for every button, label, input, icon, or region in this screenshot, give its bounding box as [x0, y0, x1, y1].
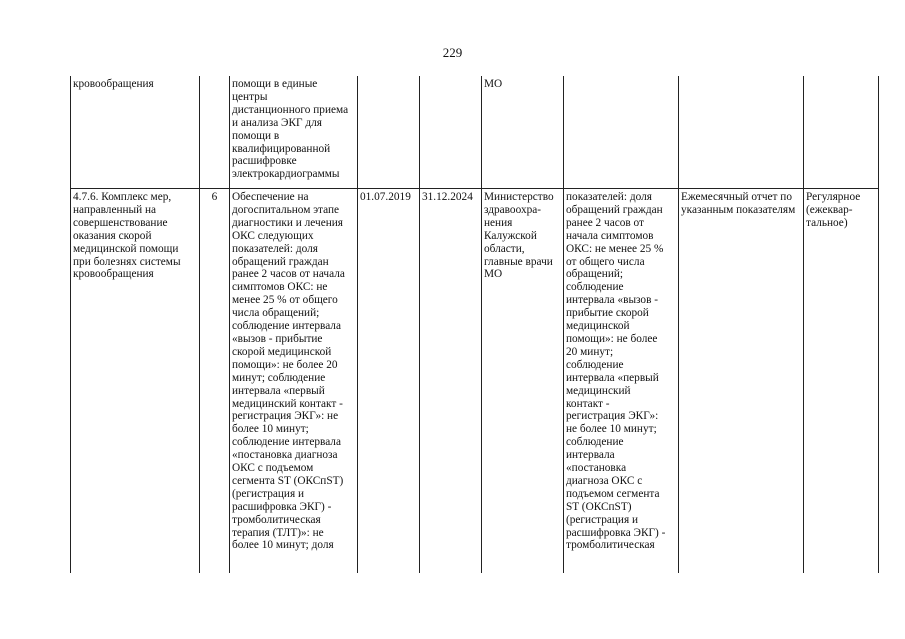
- control-cell: [679, 76, 804, 189]
- control-cell: Ежемесячный отчет по указанным показателям: [679, 189, 804, 574]
- end-date-cell: [420, 76, 482, 189]
- indicators-cell: [564, 76, 679, 189]
- measure-name-cell: кровообращения: [71, 76, 200, 189]
- indicators-cell: показателей: доля обращений граждан ранее 2 часов от начала симптомов ОКС: не менее 25 % от общего числа обращений; соблюдение интервала «вызов - прибытие скорой медицинской помощи»: не более 20 минут; соблюдение интервала «первый медицинский контакт - регистрация ЭКГ»: не более 10 минут; соблюдение интервала «постановка диагноза ОКС с подъемом сегмента ST (ОКСпST) (регистрация и расшифровка ЭКГ) - тромболитическая: [564, 189, 679, 574]
- description-cell: помощи в единые центры дистанционного приема и анализа ЭКГ для помощи в квалифицированной расшифровке электрокардиограммы: [230, 76, 358, 189]
- responsible-cell: Министерство здравоохра- нения Калужской области, главные врачи МО: [482, 189, 564, 574]
- start-date-cell: 01.07.2019: [358, 189, 420, 574]
- measure-name-cell: 4.7.6. Комплекс мер, направленный на совершенствование оказания скорой медицинской помощи при болезнях системы кровообращения: [71, 189, 200, 574]
- start-date-cell: [358, 76, 420, 189]
- frequency-cell: Регулярное (ежеквар- тальное): [804, 189, 879, 574]
- page-number: 229: [442, 45, 463, 60]
- table-row: [71, 76, 879, 189]
- number-cell: 6: [200, 189, 230, 574]
- table-row: [71, 189, 879, 574]
- number-cell: [200, 76, 230, 189]
- measures-table: [70, 76, 879, 573]
- frequency-cell: [804, 76, 879, 189]
- end-date-cell: 31.12.2024: [420, 189, 482, 574]
- description-cell: Обеспечение на догоспитальном этапе диагностики и лечения ОКС следующих показателей: доля обращений граждан ранее 2 часов от начала симптомов ОКС: не менее 25 % от общего числа обращений; соблюдение интервала «вызов - прибытие скорой медицинской помощи»: не более 20 минут; соблюдение интервала «первый медицинский контакт - регистрация ЭКГ»: не более 10 минут; соблюдение интервала «постановка диагноза ОКС с подъемом сегмента ST (ОКСпST) (регистрация и расшифровка ЭКГ) - тромболитическая терапия (ТЛТ)»: не более 10 минут; доля: [230, 189, 358, 574]
- responsible-cell: МО: [482, 76, 564, 189]
